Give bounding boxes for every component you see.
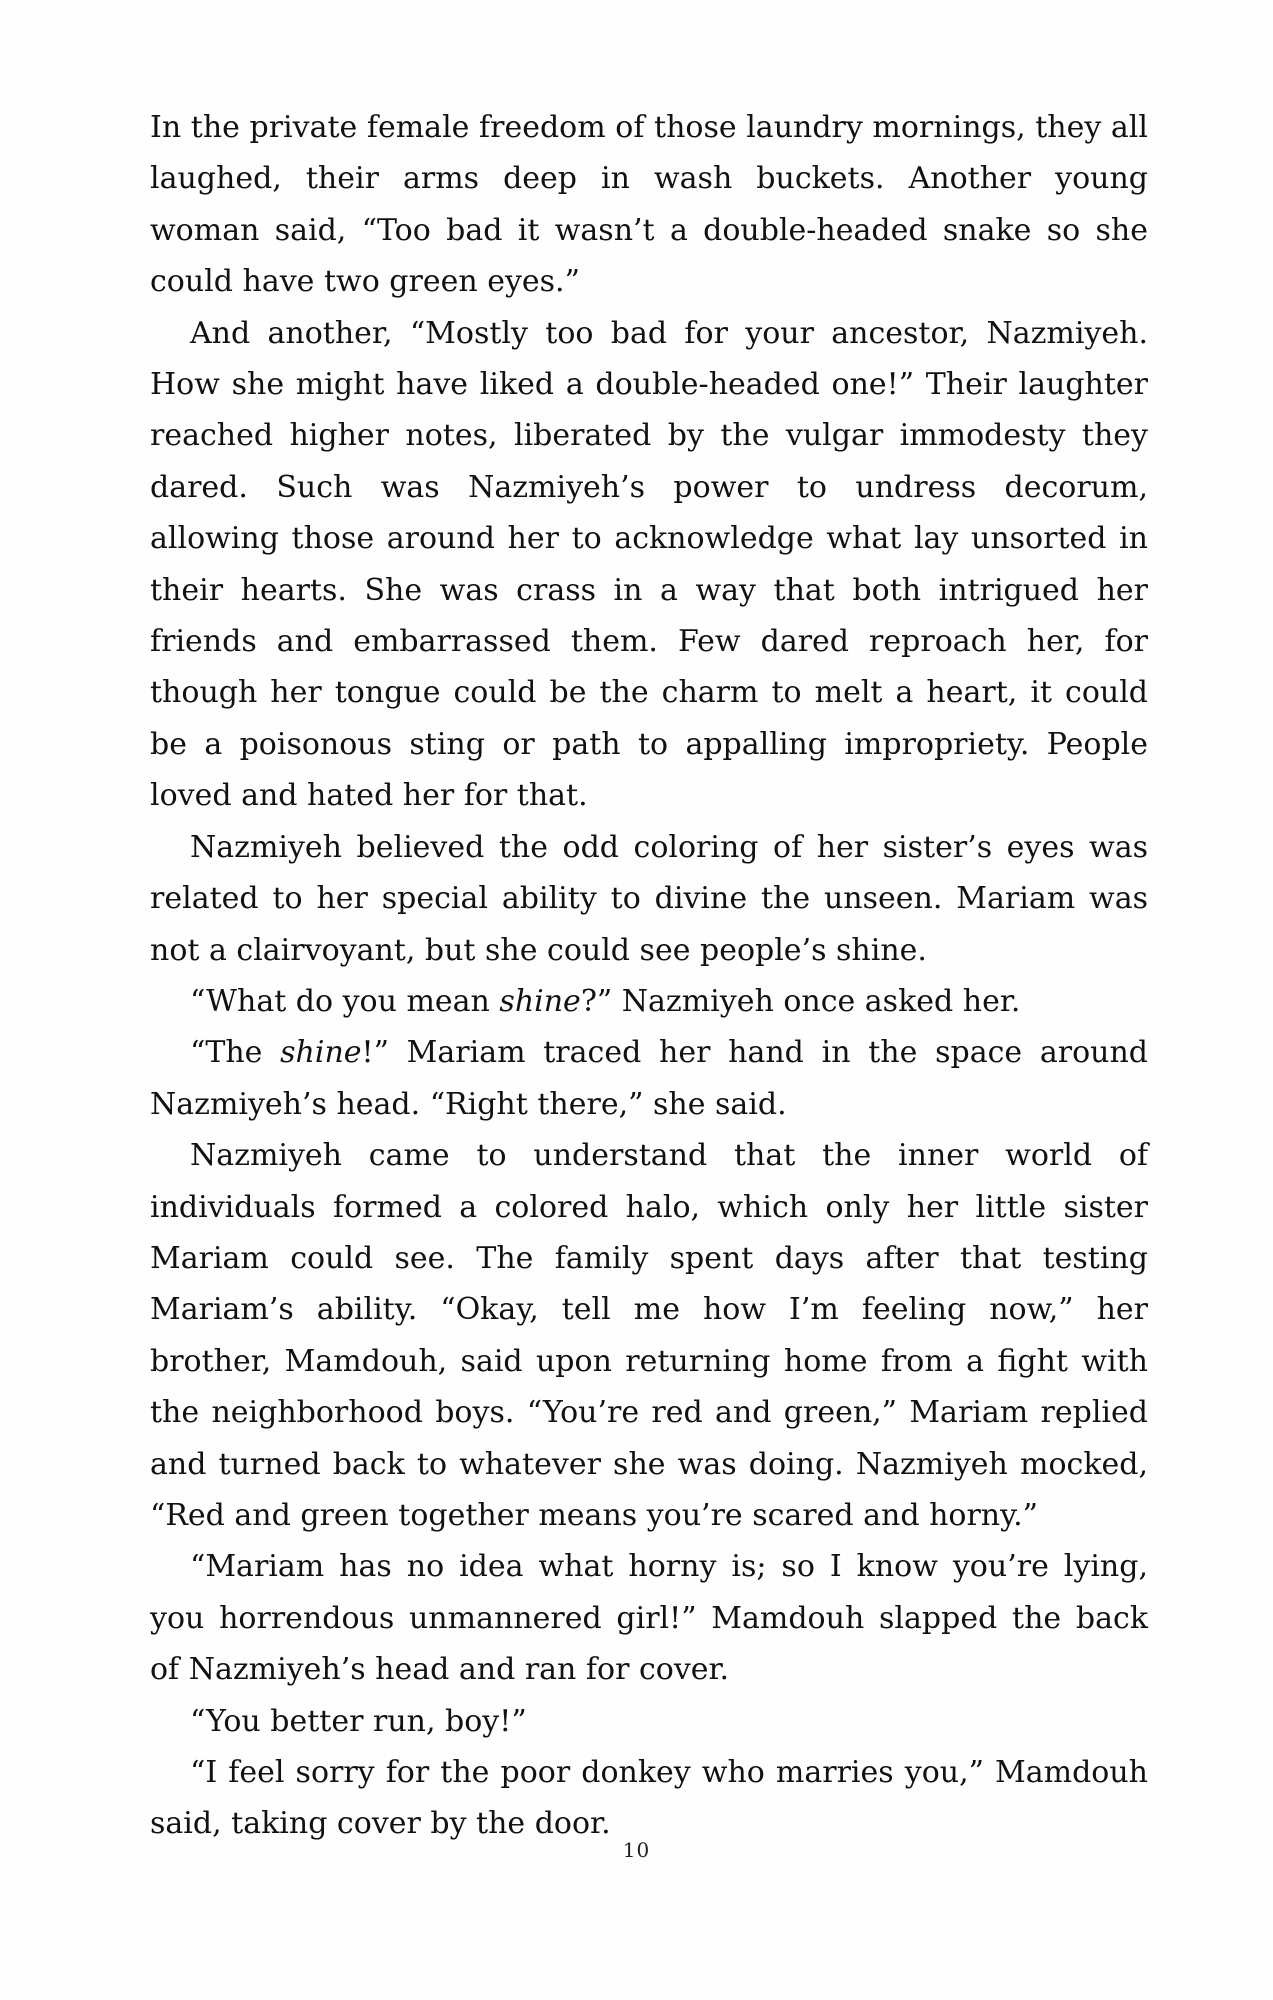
text-run: “You better run, boy!” <box>190 1703 527 1739</box>
text-run: “The <box>190 1035 281 1071</box>
paragraph <box>150 976 1148 1027</box>
text-run: Nazmiyeh believed the odd coloring of her sister’s eyes was related to her special ability to divine the unseen. Mariam was not a clairvoyant, but she could see people’s shine. <box>150 829 1148 968</box>
paragraph <box>150 822 1148 976</box>
text-run: ?” Nazmiyeh once asked her. <box>580 983 1021 1019</box>
paragraph <box>150 1696 1148 1747</box>
paragraph <box>150 308 1148 822</box>
text-run: “I feel sorry for the poor donkey who marries you,” Mamdouh said, taking cover by the door. <box>150 1755 1148 1842</box>
text-run: !” Mariam traced her hand in the space around Nazmiyeh’s head. “Right there,” she said. <box>150 1035 1148 1122</box>
text-run: And another, “Mostly too bad for your ancestor, Nazmiyeh. How she might have liked a double-headed one!” Their laughter reached higher notes, liberated by the vulgar immodesty they dared. Such was Nazmiyeh’s power to undress decorum, allowing those around her to acknowledge what lay unsorted in their hearts. She was crass in a way that both intrigued her friends and embarrassed them. Few dared reproach her, for though her tongue could be the charm to melt a heart, it could be a poisonous sting or path to appalling impropriety. People loved and hated her for that. <box>150 315 1148 814</box>
text-run: Nazmiyeh came to understand that the inner world of individuals formed a colored halo, which only her little sister Mariam could see. The family spent days after that testing Mariam’s ability. “Okay, tell me how I’m feeling now,” her brother, Mamdouh, said upon returning home from a fight with the neighborhood boys. “You’re red and green,” Mariam replied and turned back to whatever she was doing. Nazmiyeh mocked, “Red and green together means you’re scared and horny.” <box>150 1138 1148 1533</box>
page-number: 10 <box>622 1838 651 1862</box>
italic-text: shine <box>499 983 581 1019</box>
paragraph <box>150 102 1148 308</box>
paragraph <box>150 1130 1148 1541</box>
text-run: “What do you mean <box>190 983 500 1019</box>
text-run: In the private female freedom of those laundry mornings, they all laughed, their arms deep in wash buckets. Another young woman said, “Too bad it wasn’t a double-headed snake so she could have two green eyes.” <box>150 110 1148 300</box>
text-run: “Mariam has no idea what horny is; so I know you’re lying, you horrendous unmannered girl!” Mamdouh slapped the back of Nazmiyeh’s head and ran for cover. <box>150 1549 1148 1688</box>
body-text <box>150 102 1148 1850</box>
paragraph <box>150 1541 1148 1695</box>
italic-text: shine <box>280 1035 362 1071</box>
paragraph <box>150 1747 1148 1850</box>
paragraph <box>150 1027 1148 1130</box>
